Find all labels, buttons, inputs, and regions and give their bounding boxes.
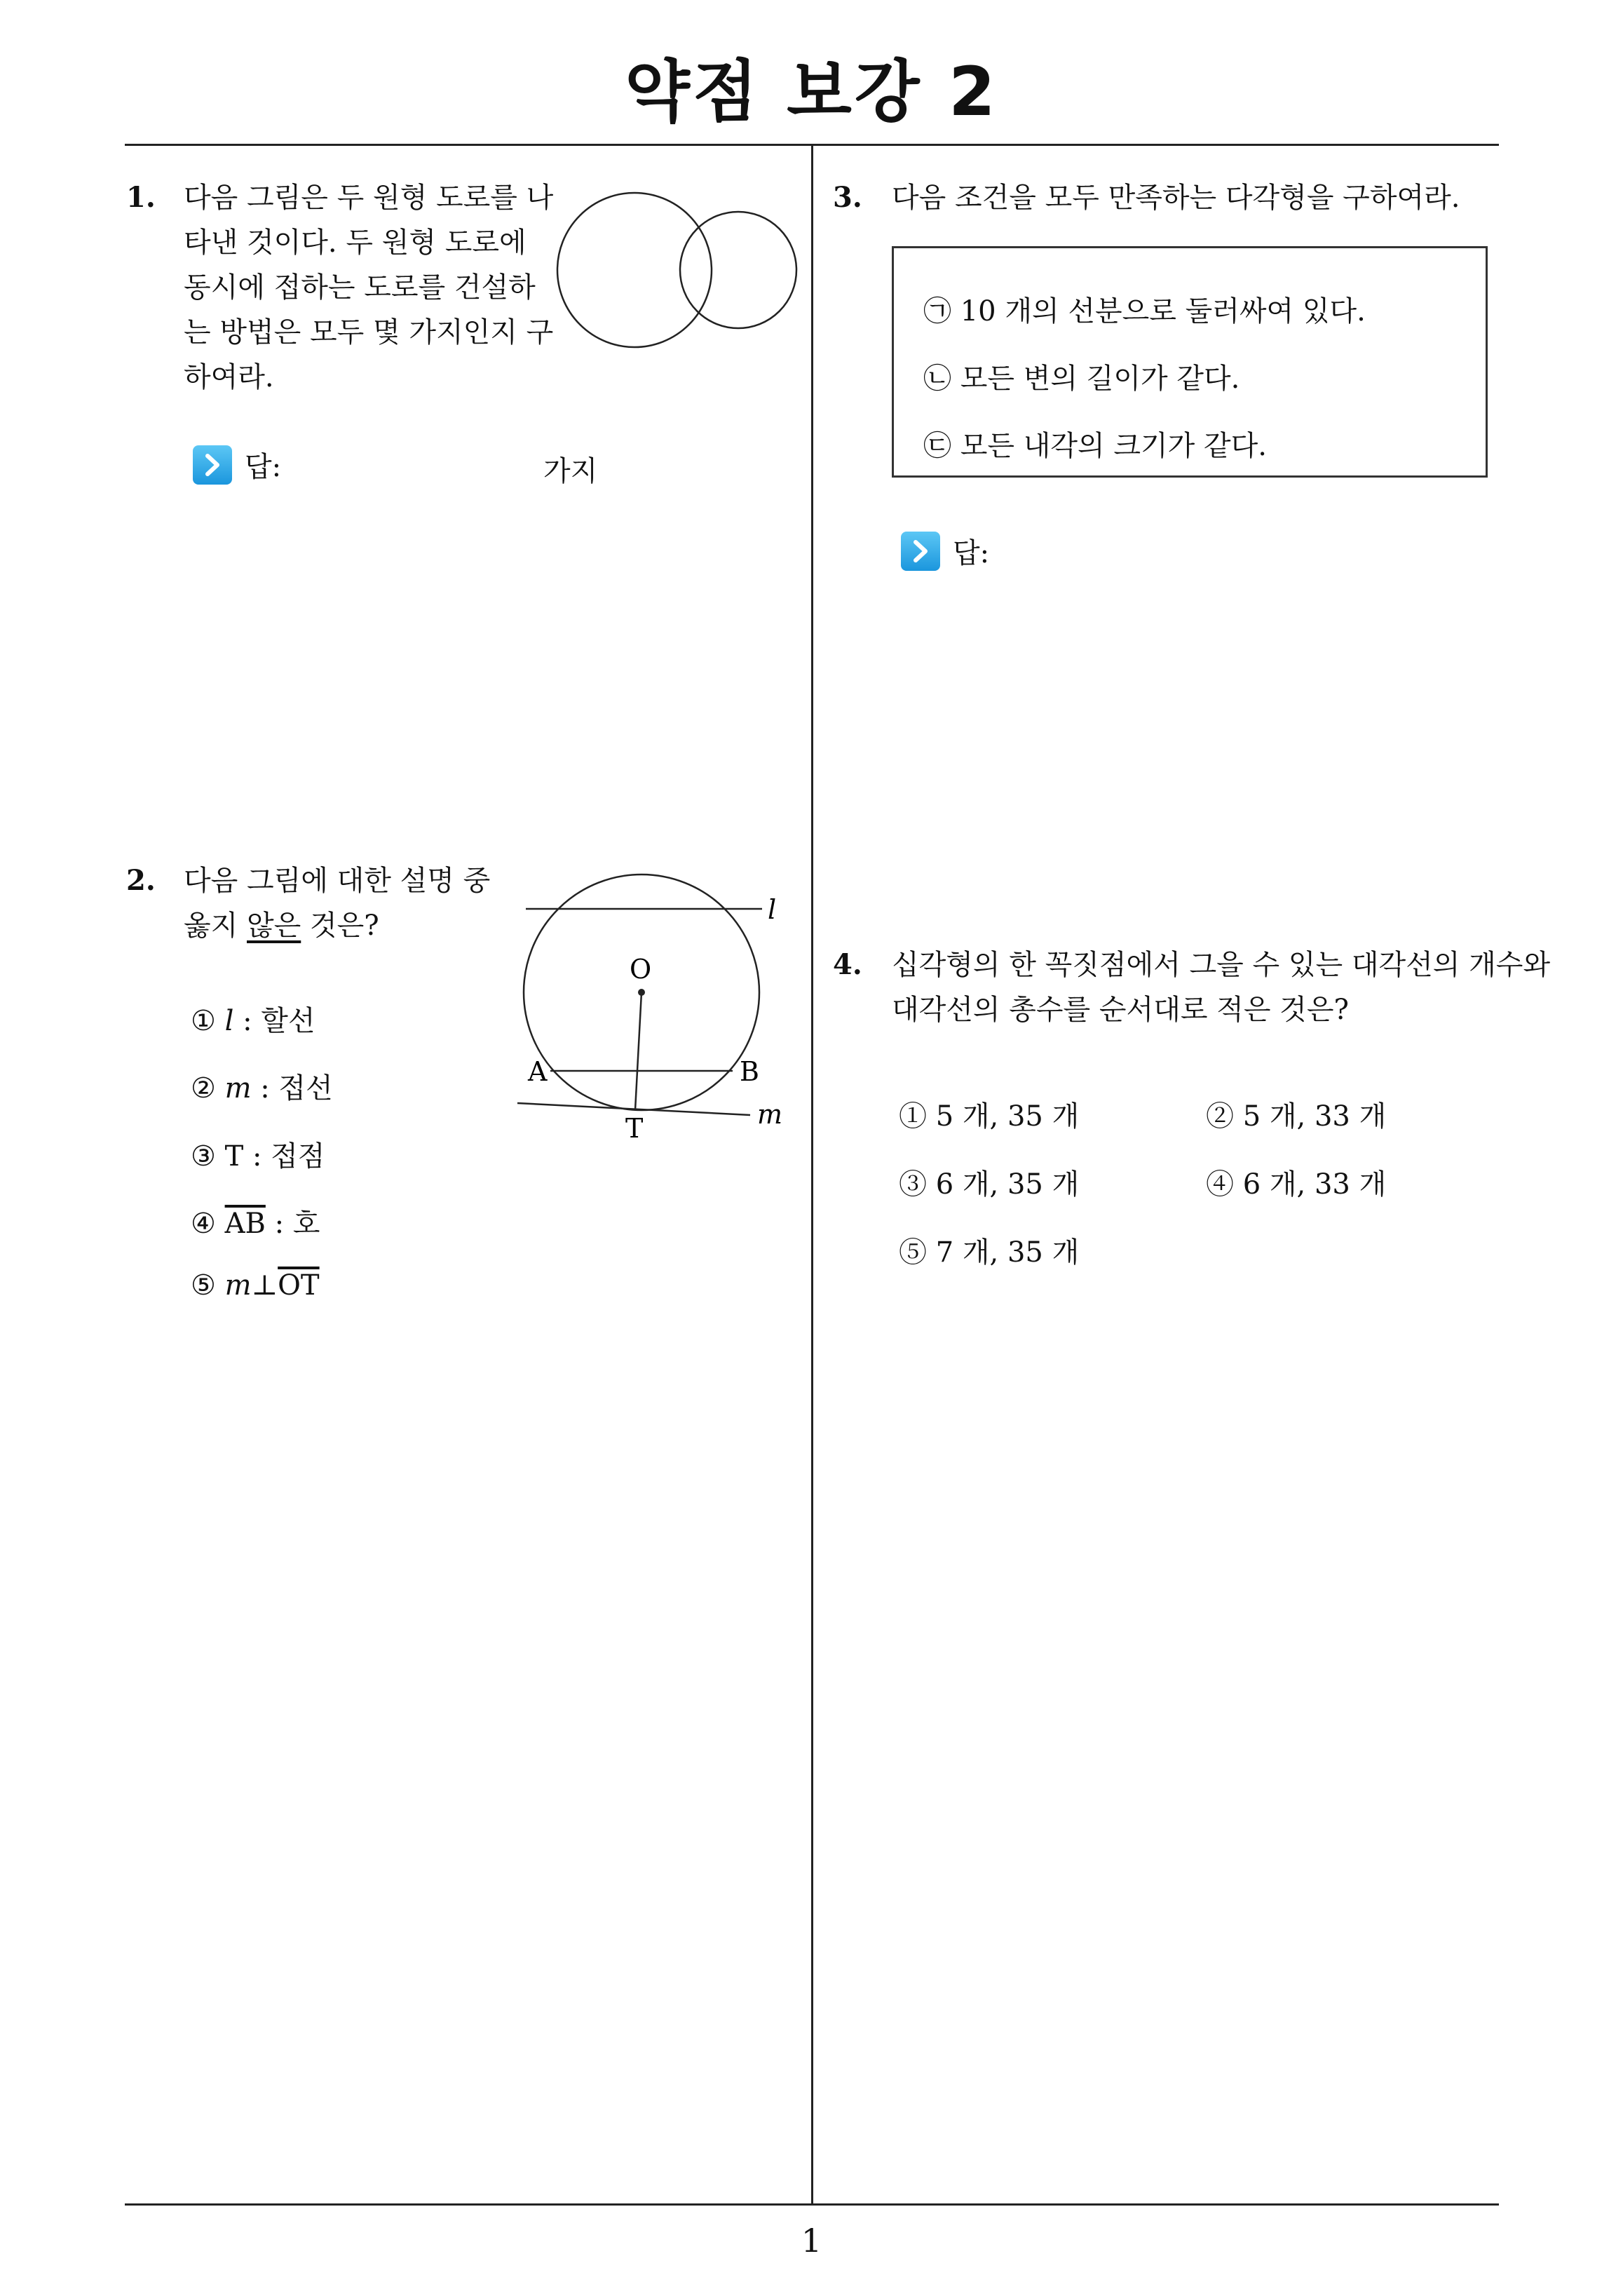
question-4-number: 4.	[833, 948, 862, 981]
question-4-choice-2	[1206, 1094, 1386, 1134]
question-3-line: 다음 조건을 모두 만족하는 다각형을 구하여라.	[892, 182, 1460, 214]
choice-mark: ②	[191, 1072, 216, 1105]
question-4-choice-1	[899, 1094, 1079, 1134]
choice-text: : 할선	[233, 1005, 315, 1037]
condition-text: 10 개의 선분으로 둘러싸여 있다.	[960, 295, 1366, 327]
choice-symbol: m	[224, 1269, 252, 1302]
label-a: A	[528, 1056, 548, 1087]
question-2-choice-2	[191, 1066, 333, 1106]
perpendicular-symbol: ⊥	[251, 1269, 278, 1302]
choice-text: 5 개, 35 개	[935, 1100, 1080, 1133]
question-4-choice-5	[899, 1230, 1079, 1270]
question-1-line: 타낸 것이다. 두 원형 도로에	[184, 227, 527, 259]
choice-text: T : 접점	[224, 1140, 325, 1173]
label-b: B	[740, 1056, 759, 1087]
answer-label: 답:	[245, 451, 282, 483]
question-4-line: 십각형의 한 꼭짓점에서 그을 수 있는 대각선의 개수와	[892, 949, 1551, 981]
answer-arrow-icon	[901, 532, 940, 571]
label-l: l	[768, 894, 777, 925]
answer-label: 답:	[953, 537, 990, 569]
column-divider	[811, 145, 813, 2203]
two-circles-figure	[550, 186, 803, 354]
answer-unit: 가지	[543, 455, 598, 487]
choice-text: : 호	[265, 1208, 320, 1240]
question-2-choice-1	[191, 999, 315, 1039]
choice-symbol: m	[224, 1072, 252, 1105]
choice-segment: $\overline{AB}$	[224, 1208, 266, 1240]
question-1-line: 는 방법은 모두 몇 가지인지 구	[184, 316, 554, 349]
question-1-line: 다음 그림은 두 원형 도로를 나	[184, 182, 554, 214]
bottom-rule	[125, 2203, 1499, 2206]
circle-tangent-figure	[508, 863, 789, 1143]
choice-mark: ①	[899, 1100, 927, 1133]
center-point	[638, 989, 645, 996]
choice-mark: ⑤	[191, 1269, 216, 1302]
question-2-line	[184, 903, 490, 948]
question-3-number: 3.	[833, 181, 862, 214]
question-1-line: 하여라.	[184, 361, 274, 393]
choice-mark: ③	[191, 1140, 216, 1173]
choice-mark: ①	[191, 1005, 216, 1037]
question-3-text	[892, 175, 1460, 220]
question-4-choice-3	[899, 1162, 1079, 1202]
choice-text: 6 개, 33 개	[1242, 1168, 1387, 1201]
label-t: T	[625, 1113, 644, 1143]
choice-symbol: l	[224, 1005, 234, 1037]
question-4-choice-4	[1206, 1162, 1386, 1202]
choice-mark: ⑤	[899, 1236, 927, 1269]
circle-small	[680, 212, 796, 328]
page-title: 약점 보강 2	[625, 53, 998, 131]
condition-mark: ㉠	[923, 295, 951, 327]
question-2-choice-4	[191, 1201, 320, 1241]
question-1-text	[184, 175, 553, 400]
condition-3	[923, 424, 1267, 464]
segment-ot	[635, 992, 641, 1110]
question-1-line: 동시에 접하는 도로를 건설하	[184, 271, 536, 304]
label-m: m	[757, 1099, 783, 1130]
label-o: O	[630, 954, 652, 985]
choice-text: 6 개, 35 개	[935, 1168, 1080, 1201]
question-3-answer	[901, 531, 989, 571]
choice-mark: ④	[1206, 1168, 1234, 1201]
question-2-choice-3	[191, 1134, 325, 1174]
choice-mark: ②	[1206, 1100, 1234, 1133]
choice-text: 5 개, 33 개	[1242, 1100, 1387, 1133]
question-2-text-part: 것은?	[301, 910, 379, 942]
condition-text: 모든 변의 길이가 같다.	[960, 363, 1240, 395]
question-4-line: 대각선의 총수를 순서대로 적은 것은?	[892, 994, 1349, 1026]
choice-text: 7 개, 35 개	[935, 1236, 1080, 1269]
condition-box	[892, 246, 1488, 478]
condition-1	[923, 289, 1366, 329]
condition-text: 모든 내각의 크기가 같다.	[960, 430, 1267, 462]
choice-mark: ③	[899, 1168, 927, 1201]
answer-arrow-icon	[193, 445, 232, 485]
choice-segment: $\overline{OT}$	[278, 1269, 320, 1302]
question-4-text	[892, 943, 1550, 1032]
question-1-answer	[193, 445, 281, 485]
question-2-number: 2.	[126, 864, 156, 897]
choice-mark: ④	[191, 1208, 216, 1240]
question-1-number: 1.	[126, 181, 156, 214]
page-number: 1	[801, 2222, 822, 2260]
question-2-choice-5	[191, 1269, 320, 1302]
question-2-underlined: 않은	[247, 910, 301, 942]
condition-mark: ㉢	[923, 430, 951, 462]
choice-text: : 접선	[251, 1072, 333, 1105]
condition-mark: ㉡	[923, 363, 951, 395]
condition-2	[923, 356, 1240, 396]
question-2-text	[184, 858, 490, 948]
circle-large	[557, 193, 712, 347]
question-2-line: 다음 그림에 대한 설명 중	[184, 865, 491, 897]
question-2-text-part: 옳지	[184, 910, 247, 942]
